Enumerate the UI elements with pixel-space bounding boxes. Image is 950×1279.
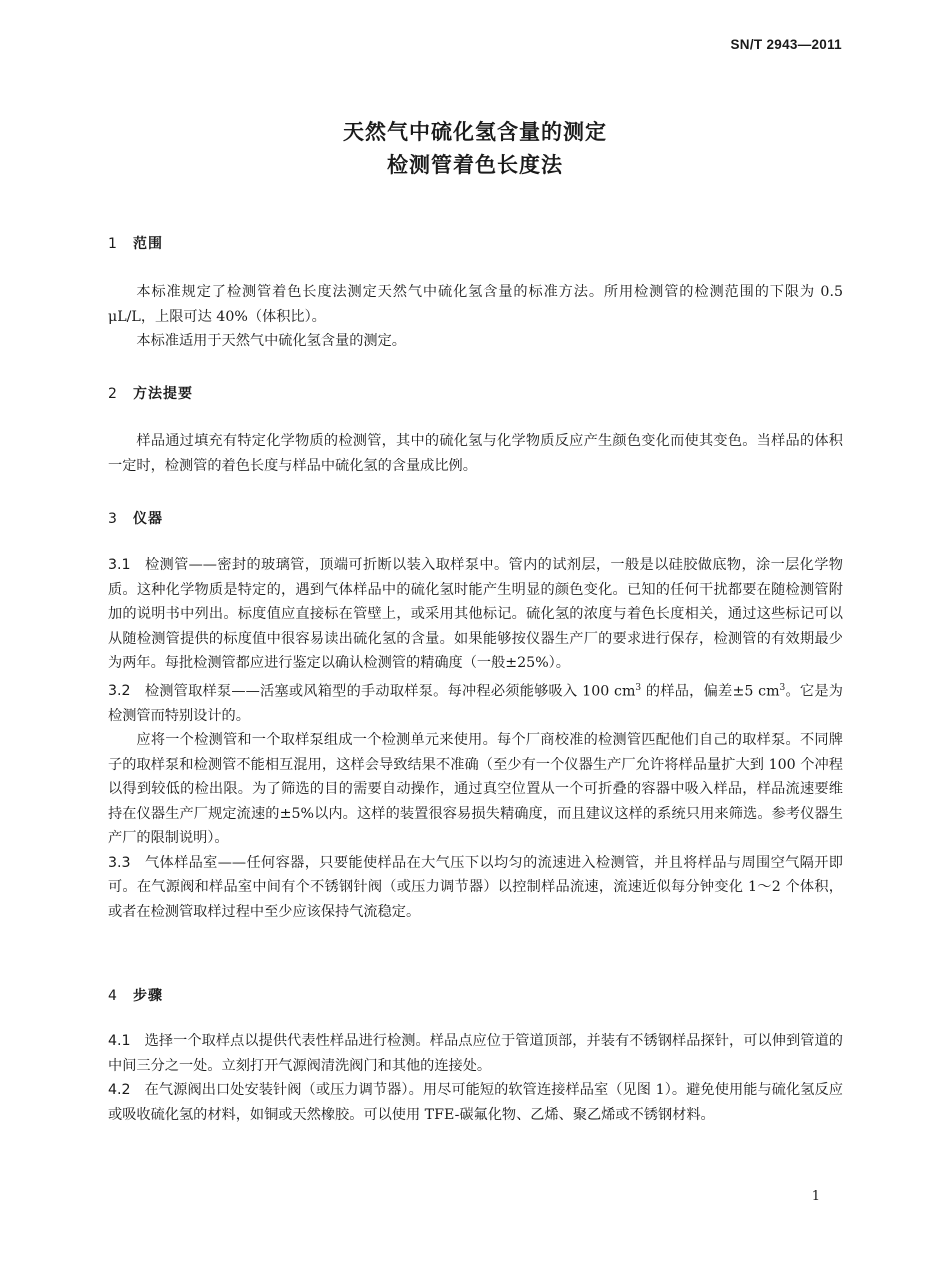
section-2-heading — [108, 383, 193, 403]
clause-number: 3.3 — [108, 854, 131, 871]
clause-text: 选择一个取样点以提供代表性样品进行检测。样品点应位于管道顶部，并装有不锈钢样品探针，可以伸到管道的中间三分之一处。立刻打开气源阀清洗阀门和其他的连接处。 — [108, 1033, 843, 1074]
clause-number: 4.1 — [108, 1033, 131, 1049]
section-2-body — [108, 429, 843, 478]
title-line-2: 检测管着色长度法 — [387, 153, 563, 177]
section-number: 4 — [108, 988, 118, 1004]
section-1-heading — [108, 233, 163, 253]
paragraph: 样品通过填充有特定化学物质的检测管，其中的硫化氢与化学物质反应产生颜色变化而使其变色。当样品的体积一定时，检测管的着色长度与样品中硫化氢的含量成比例。 — [108, 433, 843, 474]
document-title — [0, 116, 950, 182]
section-title: 方法提要 — [133, 386, 193, 402]
section-title: 范围 — [133, 236, 163, 252]
clause-text: 检测管取样泵——活塞或风箱型的手动取样泵。每冲程必须能够吸入 100 cm — [144, 683, 636, 700]
clause-text: 在气源阀出口处安装针阀（或压力调节器）。用尽可能短的软管连接样品室（见图 1）。避免使用能与硫化氢反应或吸收硫化氢的材料，如铜或天然橡胶。可以使用 TFE-碳氟化物、乙烯、聚乙烯或不锈钢材料。 — [108, 1082, 843, 1123]
section-number: 2 — [108, 386, 118, 402]
superscript: 3 — [779, 682, 786, 693]
section-3-body — [108, 553, 843, 924]
paragraph: 本标准适用于天然气中硫化氢含量的测定。 — [136, 333, 406, 349]
clause-4-1 — [108, 1029, 843, 1078]
clause-number: 4.2 — [108, 1082, 131, 1098]
section-number: 3 — [108, 511, 118, 527]
clause-number: 3.1 — [108, 557, 131, 573]
section-1-body — [108, 280, 843, 354]
clause-number: 3.2 — [108, 683, 131, 700]
title-line-1: 天然气中硫化氢含量的测定 — [343, 120, 607, 144]
section-4-heading — [108, 985, 163, 1005]
clause-3-3 — [108, 851, 843, 925]
section-number: 1 — [108, 236, 118, 252]
clause-text: 。它是为检测管而特别设计的。 — [108, 683, 843, 724]
clause-3-2 — [108, 676, 843, 729]
clause-text: 气体样品室——任何容器，只要能使样品在大气压下以均匀的流速进入检测管，并且将样品与周围空气隔开即可。在气源阀和样品室中间有个不锈钢针阀（或压力调节器）以控制样品流速，流速近似每分钟变化 1～2 个体积，或者在检测管取样过程中至少应该保持气流稳定。 — [108, 854, 843, 920]
section-4-body — [108, 1029, 843, 1127]
clause-text: 检测管——密封的玻璃管，顶端可折断以装入取样泵中。管内的试剂层，一般是以硅胶做底物，涂一层化学物质。这种化学物质是特定的，遇到气体样品中的硫化氢时能产生明显的颜色变化。已知的任何干扰都要在随检测管附加的说明书中列出。标度值应直接标在管壁上，或采用其他标记。硫化氢的浓度与着色长度相关，通过这些标记可以从随检测管提供的标度值中很容易读出硫化氢的含量。如果能够按仪器生产厂的要求进行保存，检测管的有效期最少为两年。每批检测管都应进行鉴定以确认检测管的精确度（一般±25%）。 — [108, 557, 843, 671]
section-3-heading — [108, 508, 163, 528]
paragraph: 应将一个检测管和一个取样泵组成一个检测单元来使用。每个厂商校准的检测管匹配他们自己的取样泵。不同牌子的取样泵和检测管不能相互混用，这样会导致结果不准确（至少有一个仪器生产厂允许将样品量扩大到 100 个冲程以得到较低的检出限。为了筛选的目的需要自动操作，通过真空位置从一个可折叠的容器中吸入样品，样品流速要维持在仪器生产厂规定流速的±5%以内。这样的装置很容易损失精确度，而且建议这样的系统只用来筛选。参考仪器生产厂的限制说明）。 — [108, 732, 843, 847]
section-title: 仪器 — [133, 511, 163, 527]
clause-3-1 — [108, 553, 843, 676]
clause-4-2 — [108, 1078, 843, 1127]
superscript: 3 — [635, 682, 642, 693]
clause-text: 的样品，偏差±5 cm — [641, 683, 780, 700]
section-title: 步骤 — [133, 988, 163, 1004]
paragraph: 本标准规定了检测管着色长度法测定天然气中硫化氢含量的标准方法。所用检测管的检测范围的下限为 0.5 μL/L，上限可达 40%（体积比）。 — [108, 284, 843, 325]
standard-code-header: SN/T 2943—2011 — [730, 37, 842, 52]
page-number: 1 — [811, 1189, 820, 1204]
